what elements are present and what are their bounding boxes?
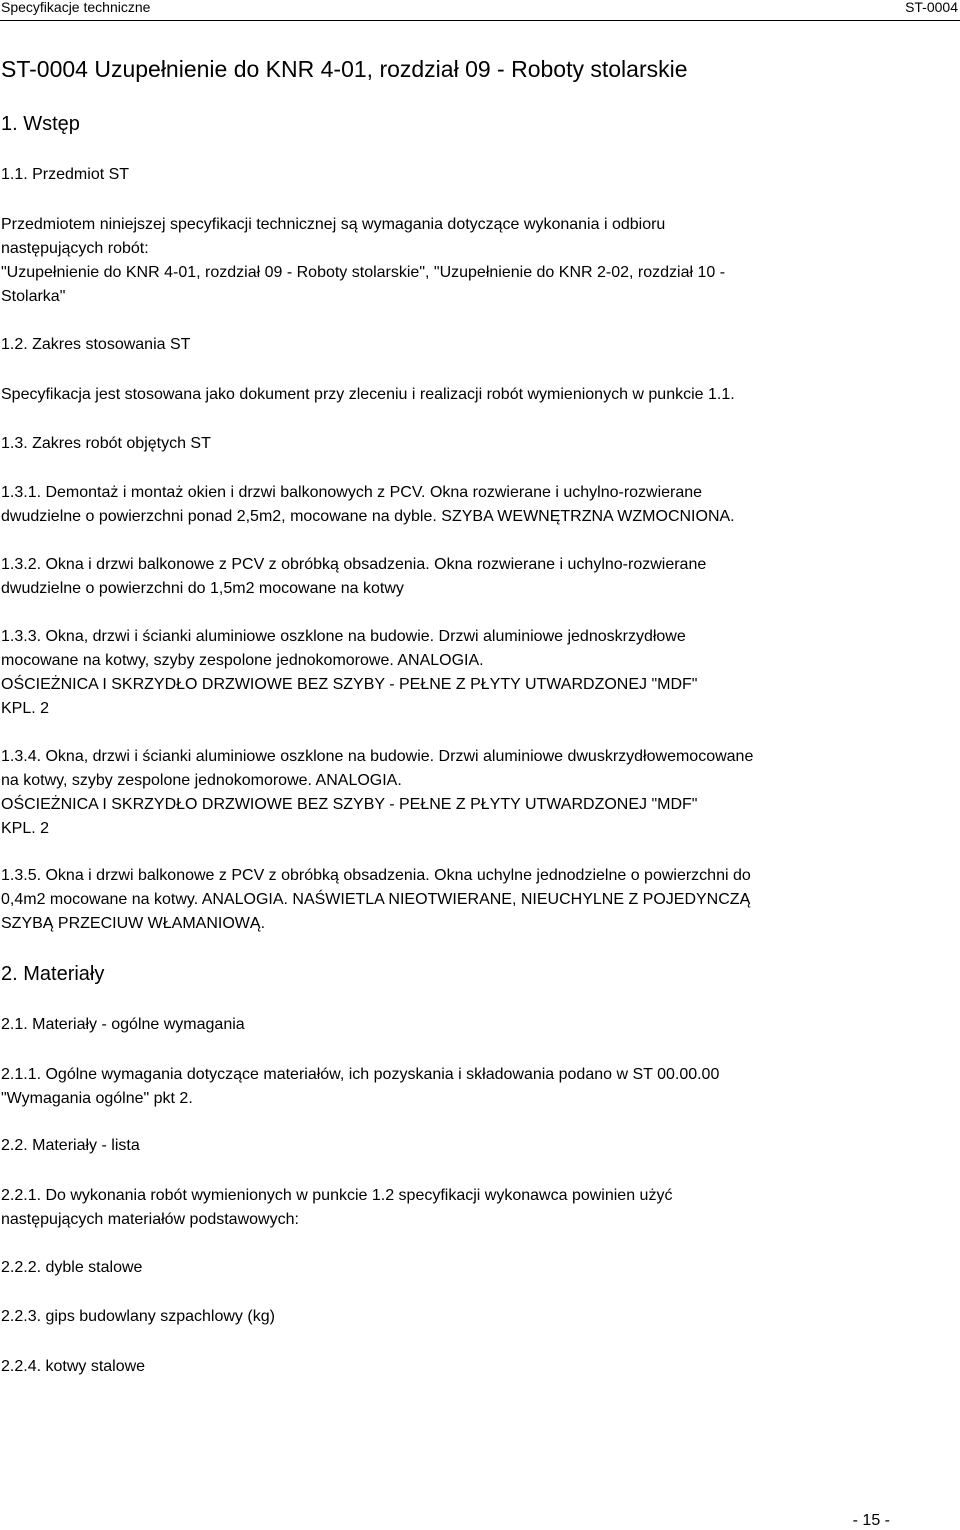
item-1-3-3: [1, 625, 951, 721]
paragraph-scope-intro: [1, 213, 951, 309]
paragraph-line: 1.3.1. Demontaż i montaż okien i drzwi balkonowych z PCV. Okna rozwierane i uchylno-rozwierane: [1, 484, 703, 501]
subsection-heading-1-1: [1, 163, 951, 187]
paragraph-line: "Uzupełnienie do KNR 4-01, rozdział 09 - Roboty stolarskie", "Uzupełnienie do KNR 2-02, rozdział 10 -: [1, 264, 726, 281]
paragraph-line: dwudzielne o powierzchni ponad 2,5m2, mocowane na dyble. SZYBA WEWNĘTRZNA WZMOCNIONA.: [1, 508, 735, 525]
header-divider: [0, 20, 960, 21]
subsection-heading-text: 1.3. Zakres robót objętych ST: [1, 435, 211, 452]
item-1-3-5: [1, 864, 951, 936]
section-heading-1: [1, 112, 80, 136]
paragraph-line: 2.1.1. Ogólne wymagania dotyczące materiałów, ich pozyskania i składowania podano w ST 00.00.00: [1, 1066, 720, 1083]
paragraph-line: OŚCIEŻNICA I SKRZYDŁO DRZWIOWE BEZ SZYBY - PEŁNE Z PŁYTY UTWARDZONEJ "MDF": [1, 676, 698, 693]
subsection-heading-text: 1.2. Zakres stosowania ST: [1, 336, 191, 353]
paragraph-line: SZYBĄ PRZECIUW WŁAMANIOWĄ.: [1, 915, 266, 932]
running-header: [0, 0, 960, 21]
item-2-2-2: [1, 1256, 951, 1280]
subsection-heading-text: 1.1. Przedmiot ST: [1, 166, 130, 183]
section-heading-text: 1. Wstęp: [1, 113, 80, 135]
item-2-2-3: [1, 1305, 951, 1329]
item-2-2-1: [1, 1184, 951, 1232]
page-number: - 15 -: [852, 1512, 890, 1529]
section-heading-2: [1, 962, 104, 986]
paragraph-line: 0,4m2 mocowane na kotwy. ANALOGIA. NAŚWIETLA NIEOTWIERANE, NIEUCHYLNE Z POJEDYNCZĄ: [1, 891, 751, 908]
paragraph-line: 1.3.5. Okna i drzwi balkonowe z PCV z obróbką obsadzenia. Okna uchylne jednodzielne o powierzchni do: [1, 867, 751, 884]
item-2-2-4: [1, 1355, 951, 1379]
subsection-heading-2-2: [1, 1134, 951, 1158]
paragraph-line: Specyfikacja jest stosowana jako dokument przy zleceniu i realizacji robót wymienionych w punkcie 1.1.: [1, 386, 735, 403]
paragraph-line: mocowane na kotwy, szyby zespolone jednokomorowe. ANALOGIA.: [1, 652, 484, 669]
paragraph-line: 1.3.4. Okna, drzwi i ścianki aluminiowe oszklone na budowie. Drzwi aluminiowe dwuskrzydłowemocowane: [1, 748, 754, 765]
paragraph-line: Stolarka": [1, 288, 66, 305]
item-1-3-1: [1, 481, 951, 529]
header-document-type: Specyfikacje techniczne: [1, 0, 151, 15]
item-2-1-1: [1, 1063, 951, 1111]
paragraph-line: KPL. 2: [1, 820, 50, 837]
section-heading-text: 2. Materiały: [1, 963, 105, 985]
subsection-heading-text: 2.1. Materiały - ogólne wymagania: [1, 1016, 245, 1033]
item-1-3-2: [1, 553, 951, 601]
header-spec-code: ST-0004: [905, 0, 958, 15]
paragraph-line: 2.2.3. gips budowlany szpachlowy (kg): [1, 1308, 275, 1325]
paragraph-line: 2.2.2. dyble stalowe: [1, 1259, 143, 1276]
document-title: ST-0004 Uzupełnienie do KNR 4-01, rozdział 09 - Roboty stolarskie: [1, 56, 688, 82]
paragraph-application: [1, 383, 951, 407]
subsection-heading-text: 2.2. Materiały - lista: [1, 1137, 140, 1154]
paragraph-line: 1.3.3. Okna, drzwi i ścianki aluminiowe oszklone na budowie. Drzwi aluminiowe jednoskrzydłowe: [1, 628, 686, 645]
subsection-heading-2-1: [1, 1013, 951, 1037]
paragraph-line: 1.3.2. Okna i drzwi balkonowe z PCV z obróbką obsadzenia. Okna rozwierane i uchylno-rozwierane: [1, 556, 707, 573]
paragraph-line: następujących robót:: [1, 240, 149, 257]
paragraph-line: 2.2.1. Do wykonania robót wymienionych w punkcie 1.2 specyfikacji wykonawca powinien użyć: [1, 1187, 673, 1204]
paragraph-line: 2.2.4. kotwy stalowe: [1, 1358, 146, 1375]
paragraph-line: KPL. 2: [1, 700, 50, 717]
paragraph-line: OŚCIEŻNICA I SKRZYDŁO DRZWIOWE BEZ SZYBY - PEŁNE Z PŁYTY UTWARDZONEJ "MDF": [1, 796, 698, 813]
paragraph-line: na kotwy, szyby zespolone jednokomorowe. ANALOGIA.: [1, 772, 402, 789]
paragraph-line: następujących materiałów podstawowych:: [1, 1211, 299, 1228]
subsection-heading-1-3: [1, 432, 951, 456]
subsection-heading-1-2: [1, 333, 951, 357]
paragraph-line: Przedmiotem niniejszej specyfikacji technicznej są wymagania dotyczące wykonania i odbioru: [1, 216, 666, 233]
paragraph-line: "Wymagania ogólne" pkt 2.: [1, 1090, 193, 1107]
item-1-3-4: [1, 745, 951, 841]
paragraph-line: dwudzielne o powierzchni do 1,5m2 mocowane na kotwy: [1, 580, 404, 597]
